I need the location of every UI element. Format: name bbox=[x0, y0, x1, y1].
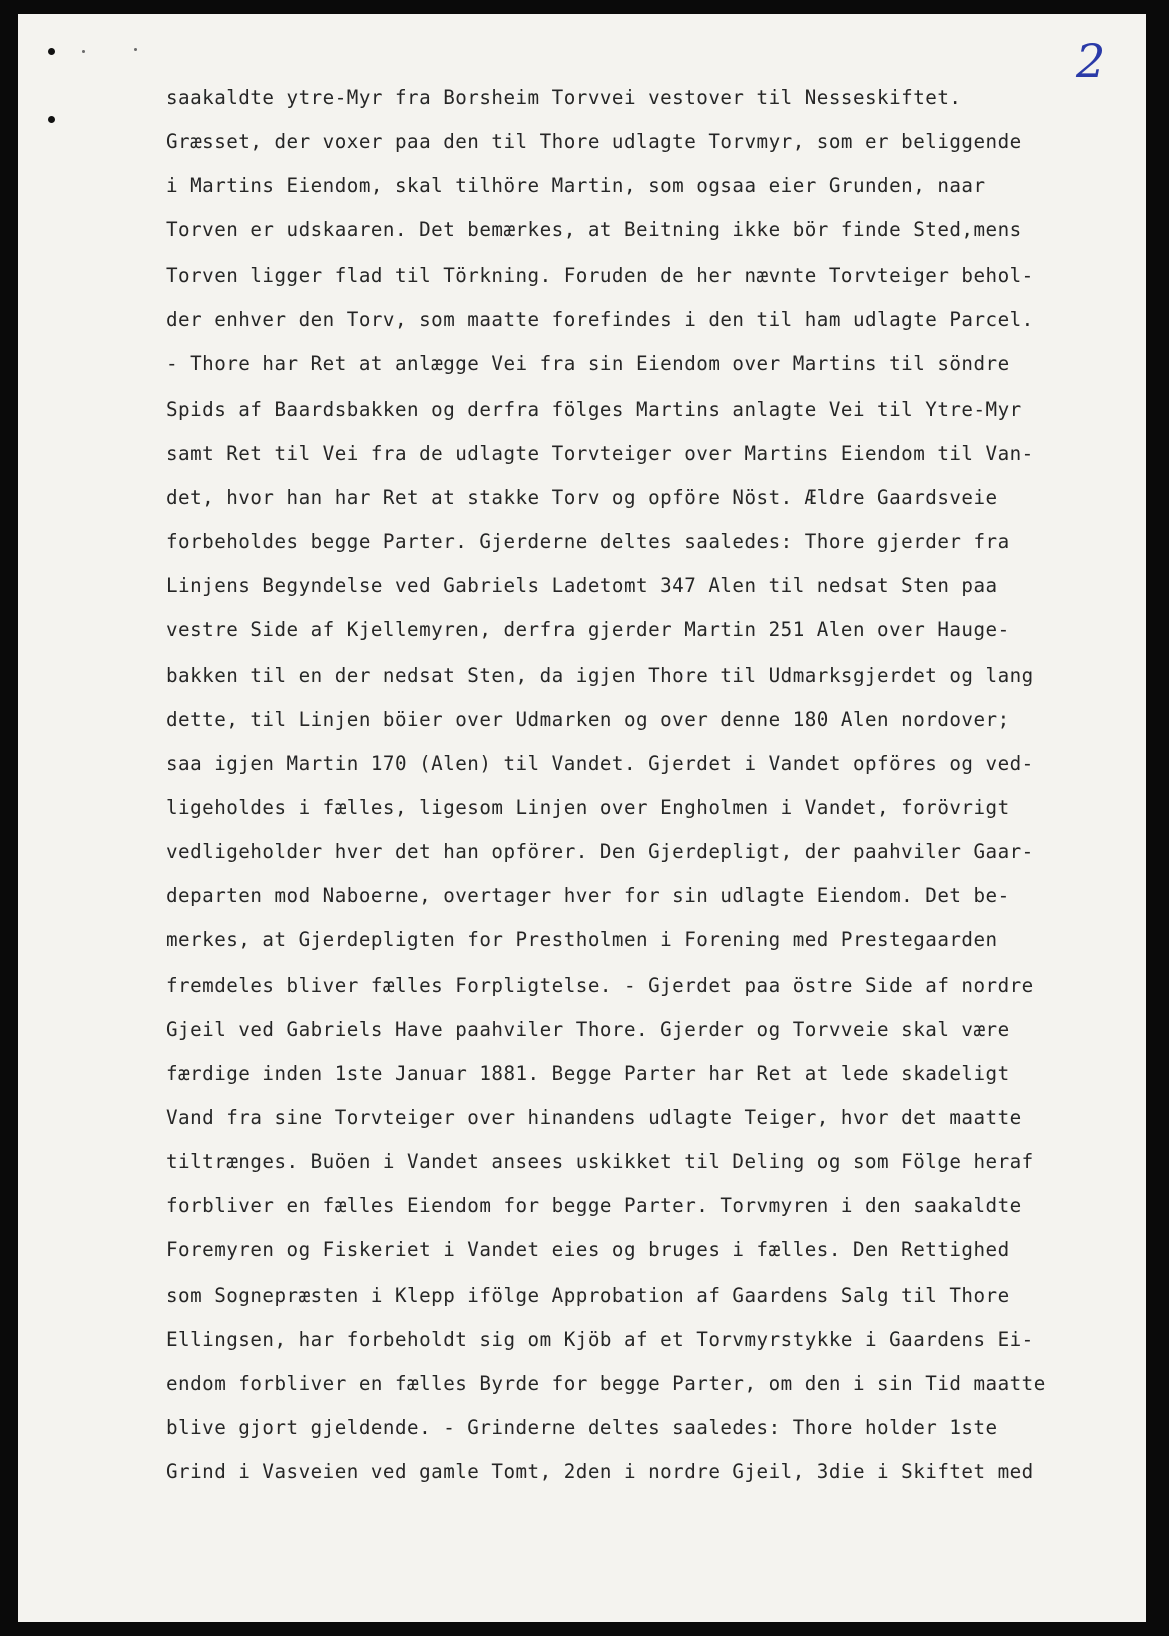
text-line: departen mod Naboerne, overtager hver for sin udlagte Eiendom. Det be- bbox=[166, 884, 1010, 907]
text-line: forbliver en fælles Eiendom for begge Parter. Torvmyren i den saakaldte bbox=[166, 1194, 1022, 1217]
text-line: - Thore har Ret at anlægge Vei fra sin Eiendom over Martins til söndre bbox=[166, 352, 1010, 375]
binder-hole-top bbox=[48, 48, 55, 55]
text-line: Linjens Begyndelse ved Gabriels Ladetomt 347 Alen til nedsat Sten paa bbox=[166, 574, 998, 597]
text-line: Torven ligger flad til Törkning. Foruden de her nævnte Torvteiger behol- bbox=[166, 264, 1034, 287]
paper-speck bbox=[134, 48, 137, 51]
text-line: vedligeholder hver det han opförer. Den Gjerdepligt, der paahviler Gaar- bbox=[166, 840, 1034, 863]
text-line: bakken til en der nedsat Sten, da igjen Thore til Udmarksgjerdet og lang bbox=[166, 664, 1034, 687]
text-line: færdige inden 1ste Januar 1881. Begge Parter har Ret at lede skadeligt bbox=[166, 1062, 1010, 1085]
text-line: fremdeles bliver fælles Forpligtelse. - Gjerdet paa östre Side af nordre bbox=[166, 974, 1034, 997]
text-line: saa igjen Martin 170 (Alen) til Vandet. Gjerdet i Vandet opföres og ved- bbox=[166, 752, 1034, 775]
text-line: det, hvor han har Ret at stakke Torv og opföre Nöst. Ældre Gaardsveie bbox=[166, 486, 998, 509]
text-line: ligeholdes i fælles, ligesom Linjen over Engholmen i Vandet, forövrigt bbox=[166, 796, 1010, 819]
text-line: forbeholdes begge Parter. Gjerderne deltes saaledes: Thore gjerder fra bbox=[166, 530, 1010, 553]
text-line: Ellingsen, har forbeholdt sig om Kjöb af et Torvmyrstykke i Gaardens Ei- bbox=[166, 1328, 1034, 1351]
text-line: Foremyren og Fiskeriet i Vandet eies og bruges i fælles. Den Rettighed bbox=[166, 1238, 1010, 1261]
text-line: endom forbliver en fælles Byrde for begge Parter, om den i sin Tid maatte bbox=[166, 1372, 1046, 1395]
text-line: Gjeil ved Gabriels Have paahviler Thore. Gjerder og Torvveie skal være bbox=[166, 1018, 1010, 1041]
text-line: vestre Side af Kjellemyren, derfra gjerder Martin 251 Alen over Hauge- bbox=[166, 618, 1010, 641]
paper-speck bbox=[82, 50, 85, 53]
text-line: Torven er udskaaren. Det bemærkes, at Beitning ikke bör finde Sted,mens bbox=[166, 218, 1022, 241]
document-page bbox=[18, 14, 1146, 1622]
text-line: dette, til Linjen böier over Udmarken og over denne 180 Alen nordover; bbox=[166, 708, 1010, 731]
scan-edge bbox=[1146, 14, 1169, 1622]
text-line: Spids af Baardsbakken og derfra fölges Martins anlagte Vei til Ytre-Myr bbox=[166, 398, 1022, 421]
text-line: Grind i Vasveien ved gamle Tomt, 2den i nordre Gjeil, 3die i Skiftet med bbox=[166, 1460, 1034, 1483]
binder-hole-bottom bbox=[48, 116, 55, 123]
text-line: som Sognepræsten i Klepp ifölge Approbation af Gaardens Salg til Thore bbox=[166, 1284, 1010, 1307]
text-line: Vand fra sine Torvteiger over hinandens udlagte Teiger, hvor det maatte bbox=[166, 1106, 1022, 1129]
page-number: 2 bbox=[1076, 34, 1106, 88]
text-line: blive gjort gjeldende. - Grinderne deltes saaledes: Thore holder 1ste bbox=[166, 1416, 998, 1439]
text-line: samt Ret til Vei fra de udlagte Torvteiger over Martins Eiendom til Van- bbox=[166, 442, 1034, 465]
text-line: der enhver den Torv, som maatte forefindes i den til ham udlagte Parcel. bbox=[166, 308, 1034, 331]
text-line: Græsset, der voxer paa den til Thore udlagte Torvmyr, som er beliggende bbox=[166, 130, 1022, 153]
text-line: merkes, at Gjerdepligten for Prestholmen i Forening med Prestegaarden bbox=[166, 928, 998, 951]
text-line: saakaldte ytre-Myr fra Borsheim Torvvei vestover til Nesseskiftet. bbox=[166, 86, 962, 109]
text-line: tiltrænges. Buöen i Vandet ansees uskikket til Deling og som Fölge heraf bbox=[166, 1150, 1034, 1173]
text-line: i Martins Eiendom, skal tilhöre Martin, som ogsaa eier Grunden, naar bbox=[166, 174, 986, 197]
